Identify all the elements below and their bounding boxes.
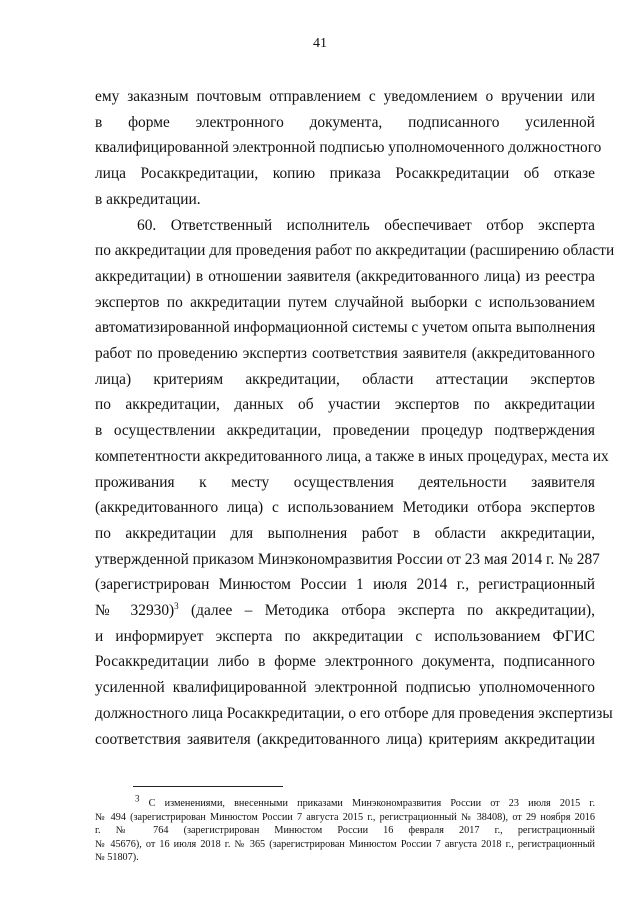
text-line-with-footnote-ref (95, 598, 595, 624)
footnote-line: № 51807). (95, 852, 139, 864)
paragraph-60 (95, 213, 615, 753)
text-line: работ по проведению экспертиз соответствия заявителя (аккредитованного (95, 345, 595, 363)
footnote-text: С изменениями, внесенными приказами Минэкономразвития России от 23 июля 2015 г. (148, 798, 596, 809)
text-line: усиленной квалифицированной электронной подписью уполномоченного (95, 679, 595, 697)
text-line: лица Росаккредитации, копию приказа Росаккредитации об отказе (95, 165, 595, 183)
footnote-line: г. № 764 (зарегистрирован Минюстом России 16 февраля 2017 г., регистрационный (95, 825, 595, 837)
footnote-marker: 3 (135, 793, 140, 804)
paragraph-continuation (95, 84, 602, 213)
footnote-line: № 45676), от 16 июля 2018 г. № 365 (зарегистрирован Минюстом России 7 августа 2018 г., регистрационный (95, 838, 595, 850)
text-line: Росаккредитации либо в форме электронного документа, подписанного (95, 653, 595, 671)
text-line: в аккредитации. (95, 190, 201, 208)
text-line: ему заказным почтовым отправлением с уведомлением о вручении или (95, 88, 595, 105)
text-line: по аккредитации для проведения работ по аккредитации (расширению области (95, 242, 615, 260)
text-line: в форме электронного документа, подписанного усиленной (95, 113, 595, 131)
text-line: утвержденной приказом Минэкономразвития России от 23 мая 2014 г. № 287 (95, 550, 600, 568)
footnote-separator (133, 786, 283, 787)
document-body (95, 84, 615, 752)
text-line-start: № 32930) (95, 602, 175, 620)
text-line: 60. Ответственный исполнитель обеспечивает отбор эксперта (137, 216, 595, 234)
page-number: 41 (313, 36, 327, 51)
text-line: экспертов по аккредитации путем случайной выборки с использованием (95, 293, 595, 311)
text-line: по аккредитации, данных об участии экспертов по аккредитации (95, 396, 595, 414)
footnote-line: № 494 (зарегистрирован Минюстом России 7 августа 2015 г., регистрационный № 38408), от 29 ноября 2016 (95, 811, 595, 823)
text-line: квалифицированной электронной подписью уполномоченного должностного (95, 139, 602, 157)
text-line: проживания к месту осуществления деятельности заявителя (95, 473, 595, 491)
footnote-line (95, 793, 596, 811)
text-line: (аккредитованного лица) с использованием Методики отбора экспертов (95, 499, 595, 517)
text-line: (зарегистрирован Минюстом России 1 июля 2014 г., регистрационный (95, 576, 595, 594)
text-line: и информирует эксперта по аккредитации с использованием ФГИС (95, 627, 595, 645)
text-line: автоматизированной информационной системы с учетом опыта выполнения (95, 319, 596, 337)
text-line: должностного лица Росаккредитации, о его отборе для проведения экспертизы (95, 704, 613, 722)
text-line: компетентности аккредитованного лица, а также в иных процедурах, места их (95, 447, 609, 465)
footnote-reference: 3 (174, 600, 179, 611)
text-line: в осуществлении аккредитации, проведении процедур подтверждения (95, 422, 595, 440)
text-line: по аккредитации для выполнения работ в области аккредитации, (95, 524, 595, 542)
text-line: аккредитации) в отношении заявителя (аккредитованного лица) из реестра (95, 267, 595, 285)
text-line: лица) критериям аккредитации, области аттестации экспертов (95, 370, 595, 388)
footnote (95, 793, 596, 865)
text-line-rest: (далее – Методика отбора эксперта по аккредитации), (178, 602, 595, 620)
text-line: соответствия заявителя (аккредитованного лица) критериям аккредитации (95, 730, 595, 748)
